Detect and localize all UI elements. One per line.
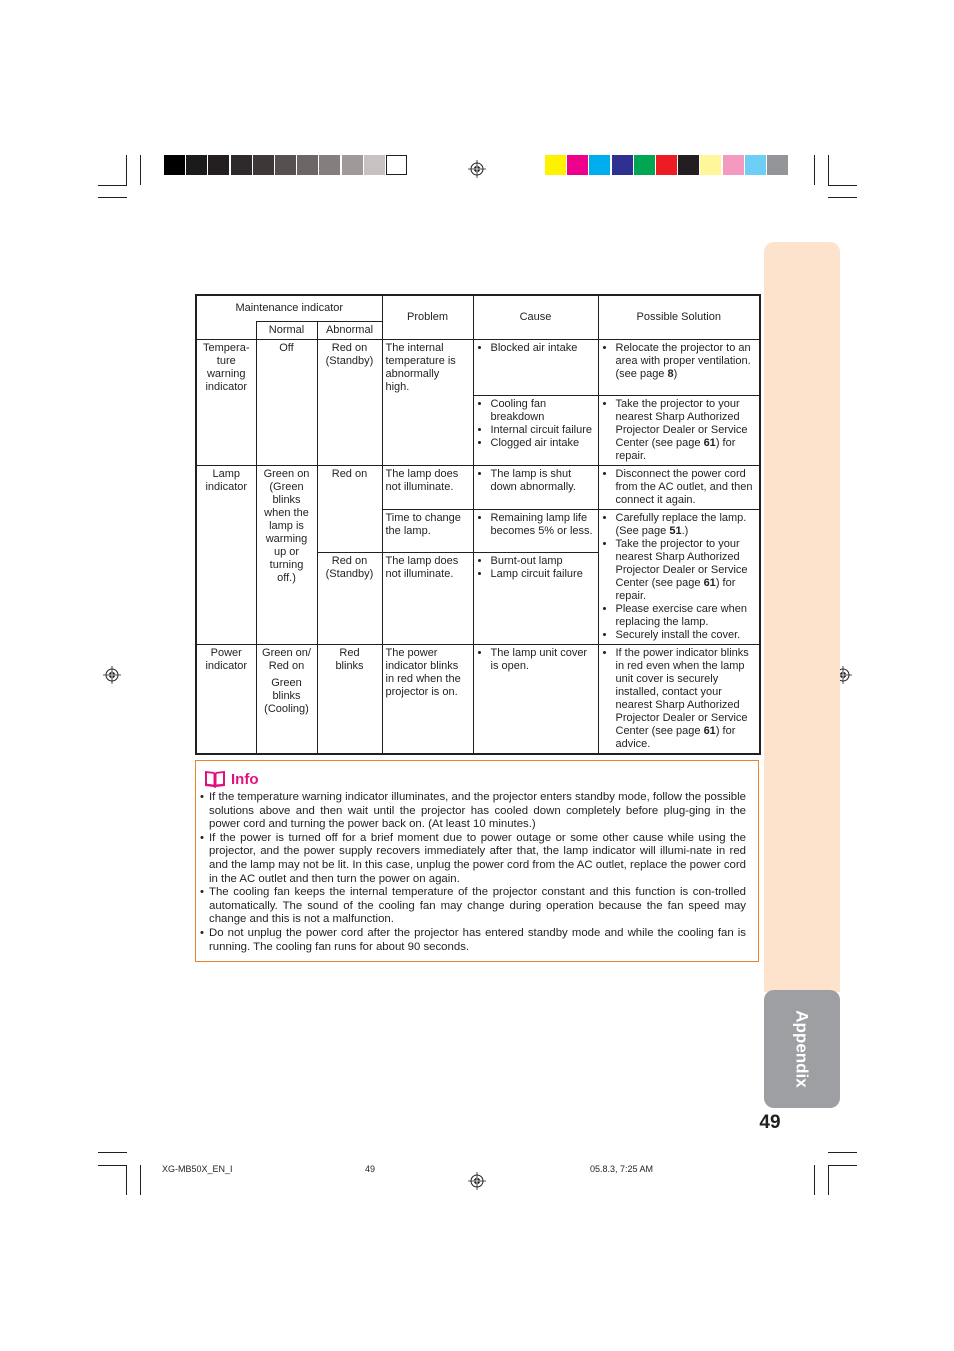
header-cause: Cause	[473, 295, 598, 339]
side-tab-background	[764, 242, 840, 992]
info-title: Info	[231, 770, 259, 788]
registration-mark-icon	[468, 160, 486, 178]
registration-mark-icon	[468, 1172, 486, 1190]
list-item: • Lamp circuit failure	[491, 568, 595, 581]
color-swatch	[656, 155, 677, 175]
info-list	[200, 791, 746, 954]
indicator-name: Tempera- ture warning indicator	[196, 339, 256, 465]
color-swatch	[612, 155, 633, 175]
gray-swatch	[364, 155, 385, 175]
page-number: 49	[759, 1112, 781, 1133]
registration-mark-icon	[103, 666, 121, 684]
header-normal: Normal	[256, 321, 317, 339]
problem-text: The lamp does not illuminate.	[382, 465, 473, 509]
footer-page-number: 49	[365, 1164, 376, 1174]
normal-state: Off	[256, 339, 317, 465]
indicator-name: Lamp indicator	[196, 465, 256, 644]
table-row	[196, 644, 760, 754]
list-item: • Disconnect the power cord from the AC outlet, and then connect it again.	[616, 468, 757, 507]
gray-swatch	[386, 155, 407, 175]
table-row	[196, 339, 760, 395]
section-tab-label: Appendix	[793, 1010, 813, 1088]
color-swatch	[700, 155, 721, 175]
list-item: • If the power indicator blinks in red even when the lamp unit cover is securely installed, contact your nearest Sharp Authorized Projector Dealer or Service Center (see page 61) for advice.	[616, 647, 757, 751]
abnormal-state: Red blinks	[317, 644, 382, 754]
list-item: • The lamp is shut down abnormally.	[491, 468, 595, 494]
list-item: • If the power is turned off for a brief moment due to power outage or some other cause while using the projector, and the power supply recovers immediately after that, the lamp indicator will illumi-nate in red and the lamp may not be lit. In this case, unplug the power cord from the AC outlet, replace the power cord in the AC outlet and then turn the power on again.	[200, 832, 746, 886]
table-header-row	[196, 295, 760, 321]
list-item: • Take the projector to your nearest Sharp Authorized Projector Dealer or Service Center (see page 61) for repair.	[616, 398, 757, 463]
gray-swatch	[231, 155, 252, 175]
list-item: • The lamp unit cover is open.	[491, 647, 595, 673]
normal-state	[256, 644, 317, 754]
cause-cell	[473, 339, 598, 395]
abnormal-state: Red on (Standby)	[317, 339, 382, 465]
problem-text: The power indicator blinks in red when the projector is on.	[382, 644, 473, 754]
gray-swatch	[297, 155, 318, 175]
list-item: • Blocked air intake	[491, 342, 595, 355]
list-item: • The cooling fan keeps the internal temperature of the projector constant and this function is con-trolled automatically. The sound of the cooling fan may change during operation because the fan speed may change and this is not a malfunction.	[200, 886, 746, 927]
cause-cell	[473, 509, 598, 553]
info-heading	[204, 769, 259, 789]
gray-swatch	[164, 155, 185, 175]
list-item: • Relocate the projector to an area with proper ventilation. (see page 8)	[616, 342, 757, 381]
gray-swatch	[275, 155, 296, 175]
list-item: • Take the projector to your nearest Sharp Authorized Projector Dealer or Service Center (see page 61) for repair.	[616, 538, 757, 603]
cause-cell	[473, 644, 598, 754]
maintenance-indicator-table	[195, 294, 761, 755]
normal-state-cooling: Green blinks (Cooling)	[264, 676, 309, 715]
solution-cell	[598, 395, 760, 465]
header-abnormal: Abnormal	[317, 321, 382, 339]
header-maintenance-indicator: Maintenance indicator	[196, 295, 382, 321]
color-swatch	[567, 155, 588, 175]
table-row	[196, 465, 760, 509]
solution-cell	[598, 339, 760, 395]
color-swatch	[545, 155, 566, 175]
color-swatch	[634, 155, 655, 175]
list-item: • Do not unplug the power cord after the projector has entered standby mode and while the cooling fan is running. The cooling fan runs for about 90 seconds.	[200, 927, 746, 954]
solution-cell	[598, 644, 760, 754]
list-item: • Securely install the cover.	[616, 629, 757, 642]
indicator-name: Power indicator	[196, 644, 256, 754]
list-item: • Clogged air intake	[491, 437, 595, 450]
gray-swatch	[208, 155, 229, 175]
color-swatch	[767, 155, 788, 175]
cause-cell	[473, 465, 598, 509]
info-box	[195, 760, 759, 962]
footer-timestamp: 05.8.3, 7:25 AM	[590, 1164, 654, 1174]
color-swatch	[723, 155, 744, 175]
problem-text: The internal temperature is abnormally high.	[382, 339, 473, 465]
list-item: • If the temperature warning indicator illuminates, and the projector enters standby mode, follow the possible solutions above and then wait until the projector has cooled down completely before plug-ging in the power cord and turning the power back on. (At least 10 minutes.)	[200, 791, 746, 832]
list-item: • Cooling fan breakdown	[491, 398, 595, 424]
gray-swatch	[319, 155, 340, 175]
normal-state-on: Green on/ Red on	[262, 646, 311, 672]
solution-cell	[598, 465, 760, 509]
list-item: • Burnt-out lamp	[491, 555, 595, 568]
header-possible-solution: Possible Solution	[598, 295, 760, 339]
list-item: • Remaining lamp life becomes 5% or less.	[491, 512, 595, 538]
normal-state: Green on (Green blinks when the lamp is warming up or turning off.)	[256, 465, 317, 644]
cause-cell	[473, 553, 598, 644]
solution-cell	[598, 509, 760, 644]
abnormal-state: Red on (Standby)	[317, 553, 382, 644]
book-icon	[204, 769, 226, 789]
gray-swatch	[186, 155, 207, 175]
header-problem: Problem	[382, 295, 473, 339]
cause-cell	[473, 395, 598, 465]
color-swatch	[678, 155, 699, 175]
gray-swatch	[253, 155, 274, 175]
problem-text: The lamp does not illuminate.	[382, 553, 473, 644]
list-item: • Internal circuit failure	[491, 424, 595, 437]
color-swatch	[589, 155, 610, 175]
gray-swatch	[342, 155, 363, 175]
list-item: • Please exercise care when replacing the lamp.	[616, 603, 757, 629]
list-item: • Carefully replace the lamp. (See page 51.)	[616, 512, 757, 538]
color-swatch	[745, 155, 766, 175]
footer-file-name: XG-MB50X_EN_I	[162, 1164, 233, 1174]
abnormal-state: Red on	[317, 465, 382, 553]
problem-text: Time to change the lamp.	[382, 509, 473, 553]
